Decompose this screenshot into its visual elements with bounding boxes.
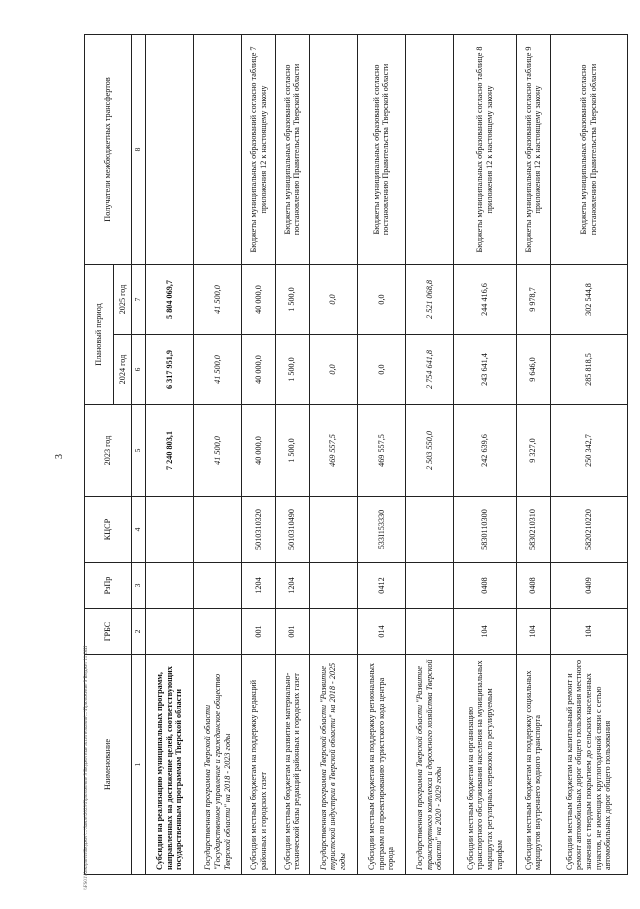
row-grbs: 104 [550,609,627,655]
row-recipient: Бюджеты муниципальных образований согласно таблице 7 приложения 12 к настоящему закону [242,34,276,264]
row-grbs [146,609,194,655]
row-recipient: Бюджеты муниципальных образований согласно постановлению Правительства Тверской области [550,34,627,264]
row-recipient [194,34,242,264]
row-2025: 41 500,0 [194,264,242,334]
table-row [550,34,627,874]
row-kcsr: 533I153330 [357,497,405,563]
row-rzpr: 1204 [276,563,310,609]
row-recipient [309,34,357,264]
table-row [242,34,276,874]
header-rzpr: РзПр [85,563,132,609]
row-2025: 1 500,0 [276,264,310,334]
row-2024: 2 754 641,8 [406,335,454,405]
row-name: Субсидии местным бюджетам на поддержку региональных программ по проектированию туристского кода центра города [357,655,405,875]
row-name: Государственная программа Тверской области "Государственное управление и гражданское общество Тверской области" на 2018 - 2023 годы [194,655,242,875]
table-row [309,34,357,874]
table-row [406,34,454,874]
table-row [357,34,405,874]
row-2025: 0,0 [309,264,357,334]
col-number: 7 [132,264,146,334]
row-2025: 9 978,7 [516,264,550,334]
row-2025: 40 000,0 [242,264,276,334]
row-name: Государственная программа Тверской области "Развитие транспортного комплекса и дорожного хозяйства Тверской области" на 2020 - 2029 годы [406,655,454,875]
row-name: Субсидии местным бюджетам на развитие материально-технической базы редакций районных и городских газет [276,655,310,875]
row-grbs [406,609,454,655]
row-recipient: Бюджеты муниципальных образований согласно таблице 8 приложения 12 к настоящему закону [454,34,517,264]
col-number: 1 [132,655,146,875]
row-2024: 40 000,0 [242,335,276,405]
table-body [146,34,628,874]
row-rzpr: 0409 [550,563,627,609]
budget-table [84,34,628,875]
row-grbs: 014 [357,609,405,655]
row-rzpr: 0408 [516,563,550,609]
row-2024: 41 500,0 [194,335,242,405]
row-2024: 0,0 [309,335,357,405]
row-rzpr [309,563,357,609]
row-grbs [309,609,357,655]
row-name: Субсидии местным бюджетам на организацию транспортного обслуживания населения на муниципальных маршрутах регулярных перевозок по регулируемым тарифам [454,655,517,875]
table-row [516,34,550,874]
col-number: 3 [132,563,146,609]
header-grbs: ГРБС [85,609,132,655]
row-2024: 285 818,5 [550,335,627,405]
row-grbs: 104 [454,609,517,655]
header-2023: 2023 год [85,405,132,497]
row-2024: 1 500,0 [276,335,310,405]
row-2023: 250 342,7 [550,405,627,497]
row-2025: 5 804 069,7 [146,264,194,334]
row-kcsr [406,497,454,563]
row-2023: 242 639,6 [454,405,517,497]
row-2024: 9 646,0 [516,335,550,405]
row-name: Субсидии местным бюджетам на капитальный ремонт и ремонт автомобильных дорог общего пользования местного значения с твердым покрытием до сельских населенных пунктов, не имеющих круглогодичной связи с сетью автомобильных дорог общего пользования [550,655,627,875]
budget-table-page [84,35,628,875]
header-recipient: Получатели межбюджетных трансфертов [85,34,132,264]
row-2024: 243 641,4 [454,335,517,405]
page-number: 3 [54,454,65,459]
row-kcsr [194,497,242,563]
file-path-footer: \\FS01\Кокорин\и\Бюджет\...\Закон\2023\Приложение 9 Бюджетные ассигнования\...\Приложение 9 Бюджет 11 ОШ [84,645,89,890]
row-name: Субсидии местным бюджетам на поддержку редакций районных и городских газет [242,655,276,875]
row-rzpr: 0412 [357,563,405,609]
table-row [146,34,194,874]
column-number-row [132,34,146,874]
row-2023: 469 557,5 [357,405,405,497]
row-2023: 1 500,0 [276,405,310,497]
row-2023: 41 500,0 [194,405,242,497]
row-grbs: 001 [242,609,276,655]
row-2023: 9 327,0 [516,405,550,497]
row-rzpr [146,563,194,609]
header-name: Наименование [85,655,132,875]
col-number: 2 [132,609,146,655]
row-grbs: 001 [276,609,310,655]
row-kcsr [146,497,194,563]
row-2023: 40 000,0 [242,405,276,497]
row-2023: 2 503 550,0 [406,405,454,497]
header-kcsr: КЦСР [85,497,132,563]
row-2024: 0,0 [357,335,405,405]
table-row [454,34,517,874]
row-rzpr: 0408 [454,563,517,609]
table-row [194,34,242,874]
row-2025: 2 521 068,8 [406,264,454,334]
row-recipient [406,34,454,264]
row-kcsr: 5830210310 [516,497,550,563]
header-2024: 2024 год [114,335,132,405]
header-2025: 2025 год [114,264,132,334]
header-plan-period: Плановый период [85,264,114,404]
row-2025: 302 544,8 [550,264,627,334]
row-kcsr: 5830110300 [454,497,517,563]
row-kcsr [309,497,357,563]
row-recipient: Бюджеты муниципальных образований согласно постановлению Правительства Тверской области [357,34,405,264]
row-name: Субсидии на реализацию муниципальных программ, направленных на достижение целей, соответствующих государственным программам Тверской области [146,655,194,875]
col-number: 6 [132,335,146,405]
row-2025: 244 416,6 [454,264,517,334]
row-recipient [146,34,194,264]
row-kcsr: 5010310320 [242,497,276,563]
col-number: 5 [132,405,146,497]
row-2023: 469 557,5 [309,405,357,497]
col-number: 8 [132,34,146,264]
row-rzpr [406,563,454,609]
row-recipient: Бюджеты муниципальных образований согласно постановлению Правительства Тверской области [276,34,310,264]
row-grbs: 104 [516,609,550,655]
row-kcsr: 5820210220 [550,497,627,563]
table-row [276,34,310,874]
row-rzpr: 1204 [242,563,276,609]
row-grbs [194,609,242,655]
row-kcsr: 5010310490 [276,497,310,563]
row-name: Государственная программа Тверской области "Развитие туристской индустрии в Тверской области" на 2018 - 2025 годы [309,655,357,875]
row-2025: 0,0 [357,264,405,334]
row-2024: 6 317 951,9 [146,335,194,405]
row-2023: 7 240 803,1 [146,405,194,497]
col-number: 4 [132,497,146,563]
row-name: Субсидии местным бюджетам на поддержку социальных маршрутов внутреннего водного транспорта [516,655,550,875]
row-rzpr [194,563,242,609]
row-recipient: Бюджеты муниципальных образований согласно таблице 9 приложения 12 к настоящему закону [516,34,550,264]
